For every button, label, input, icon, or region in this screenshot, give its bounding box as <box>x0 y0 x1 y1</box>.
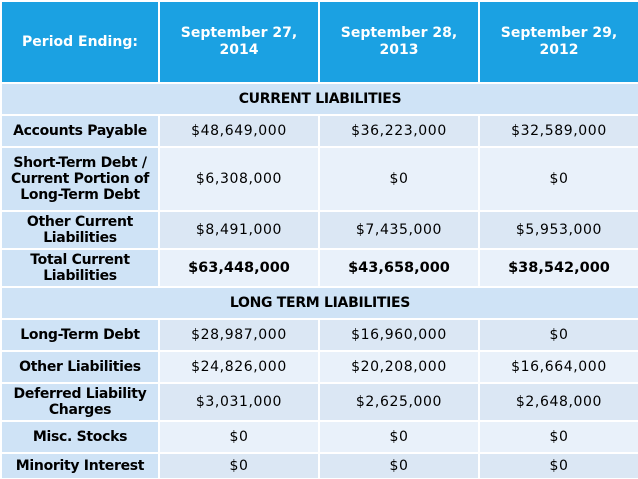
table-row-other-liabilities <box>1 351 638 383</box>
cell-value: $43,658,000 <box>319 249 479 287</box>
section-title-current-liabilities: CURRENT LIABILITIES <box>1 83 638 115</box>
row-label: Long-Term Debt <box>1 319 159 351</box>
cell-value: $7,435,000 <box>319 211 479 249</box>
table-row-deferred-liability-charges <box>1 383 638 421</box>
cell-value: $5,953,000 <box>479 211 638 249</box>
cell-value: $0 <box>319 147 479 211</box>
cell-value: $0 <box>479 421 638 453</box>
cell-value: $48,649,000 <box>159 115 319 147</box>
cell-value: $28,987,000 <box>159 319 319 351</box>
table-row-total-current-liabilities <box>1 249 638 287</box>
period-ending-label: Period Ending: <box>1 1 159 83</box>
cell-value: $0 <box>479 147 638 211</box>
table-row-long-term-debt <box>1 319 638 351</box>
cell-value: $24,826,000 <box>159 351 319 383</box>
cell-value: $2,648,000 <box>479 383 638 421</box>
cell-value: $38,542,000 <box>479 249 638 287</box>
row-label: Deferred Liability Charges <box>1 383 159 421</box>
cell-value: $16,664,000 <box>479 351 638 383</box>
row-label: Short-Term Debt / Current Portion of Long-Term Debt <box>1 147 159 211</box>
table-row-misc-stocks <box>1 421 638 453</box>
row-label: Other Liabilities <box>1 351 159 383</box>
cell-value: $32,589,000 <box>479 115 638 147</box>
cell-value: $63,448,000 <box>159 249 319 287</box>
row-label: Accounts Payable <box>1 115 159 147</box>
header-row <box>1 1 638 83</box>
table-row-short-term-debt <box>1 147 638 211</box>
cell-value: $36,223,000 <box>319 115 479 147</box>
cell-value: $2,625,000 <box>319 383 479 421</box>
cell-value: $0 <box>159 421 319 453</box>
cell-value: $3,031,000 <box>159 383 319 421</box>
table-row-other-current-liabilities <box>1 211 638 249</box>
table-row-accounts-payable <box>1 115 638 147</box>
column-header-2014: September 27, 2014 <box>159 1 319 83</box>
cell-value: $0 <box>479 453 638 479</box>
cell-value: $0 <box>319 421 479 453</box>
cell-value: $6,308,000 <box>159 147 319 211</box>
section-row-current-liabilities <box>1 83 638 115</box>
cell-value: $0 <box>319 453 479 479</box>
section-row-long-term-liabilities <box>1 287 638 319</box>
row-label: Minority Interest <box>1 453 159 479</box>
table-row-minority-interest <box>1 453 638 479</box>
row-label: Misc. Stocks <box>1 421 159 453</box>
column-header-2012: September 29, 2012 <box>479 1 638 83</box>
cell-value: $20,208,000 <box>319 351 479 383</box>
section-title-long-term-liabilities: LONG TERM LIABILITIES <box>1 287 638 319</box>
row-label: Total Current Liabilities <box>1 249 159 287</box>
row-label: Other Current Liabilities <box>1 211 159 249</box>
cell-value: $0 <box>159 453 319 479</box>
cell-value: $0 <box>479 319 638 351</box>
column-header-2013: September 28, 2013 <box>319 1 479 83</box>
cell-value: $8,491,000 <box>159 211 319 249</box>
cell-value: $16,960,000 <box>319 319 479 351</box>
